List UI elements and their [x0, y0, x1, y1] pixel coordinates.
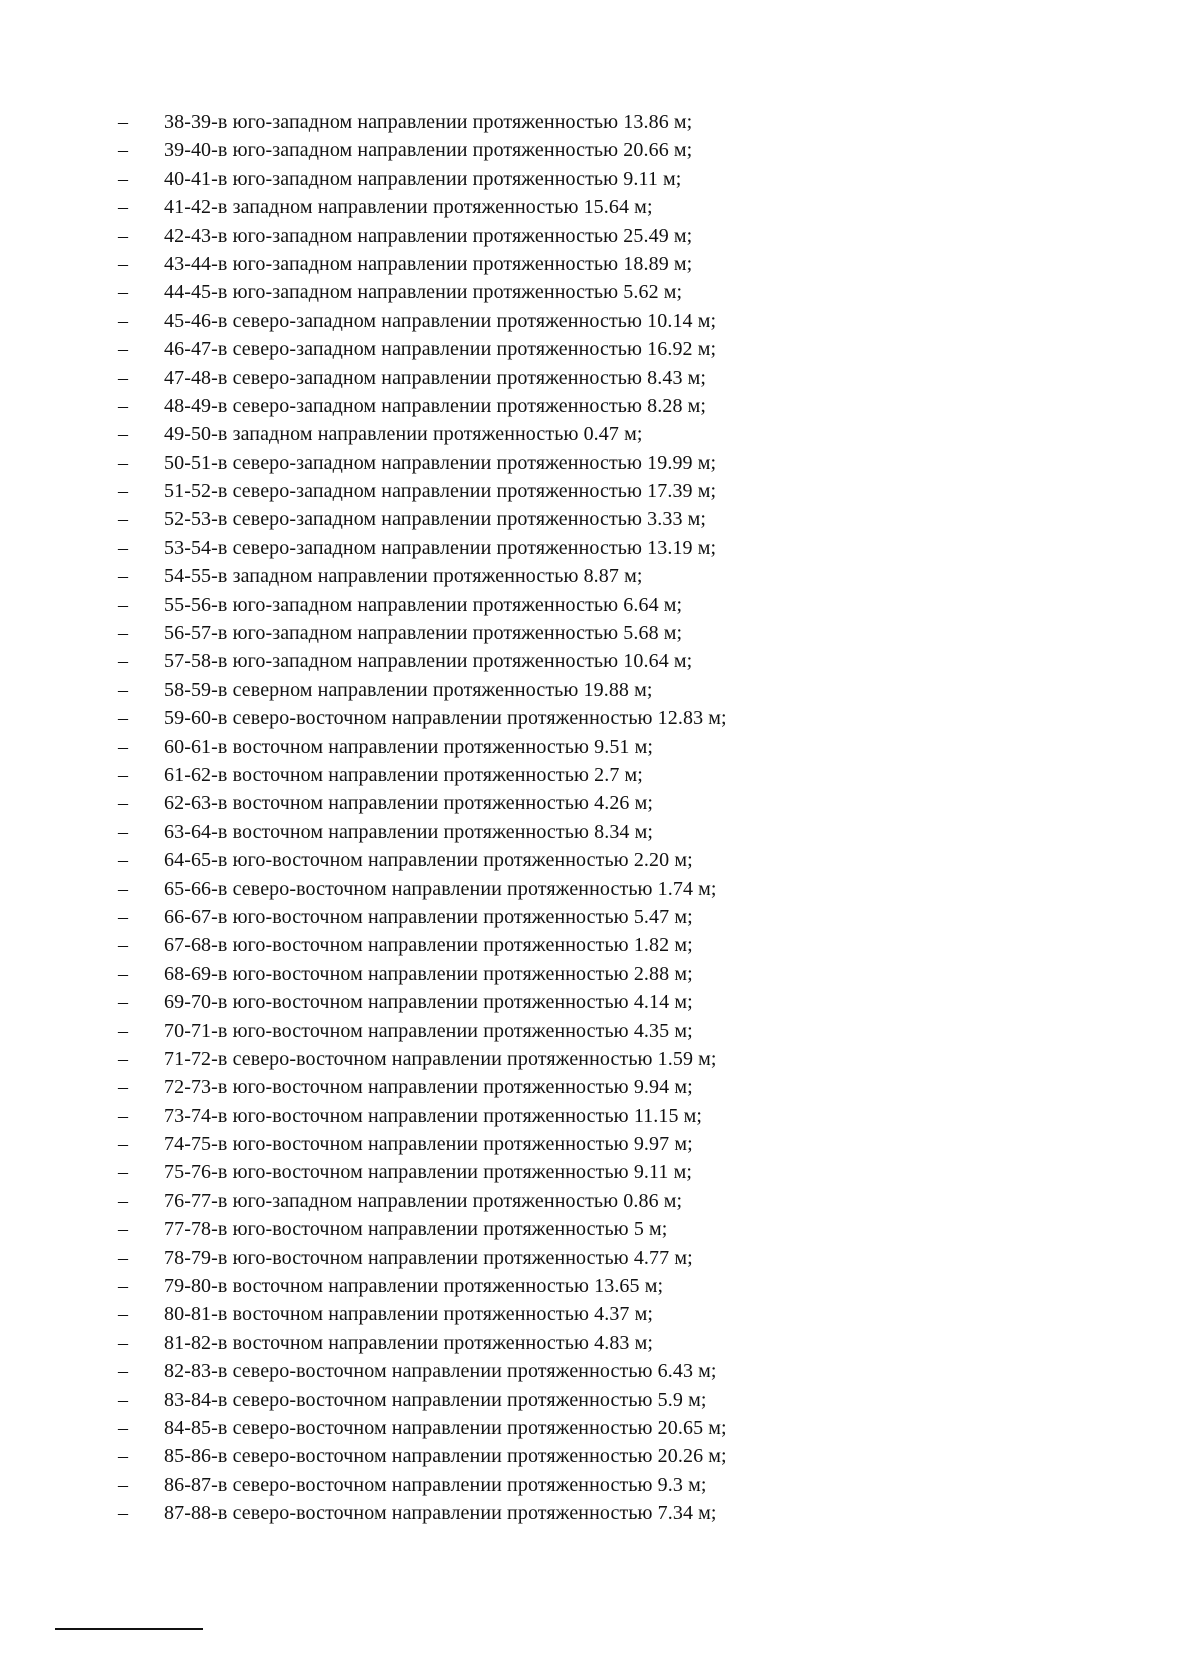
segment-description: 79-80-в восточном направлении протяженностью 13.65 м;: [164, 1275, 664, 1298]
segment-description: 76-77-в юго-западном направлении протяженностью 0.86 м;: [164, 1189, 683, 1212]
list-bullet: –: [118, 1303, 128, 1326]
list-bullet: –: [118, 1502, 128, 1525]
list-bullet: –: [118, 650, 128, 673]
list-item: [118, 789, 727, 817]
segment-description: 78-79-в юго-восточном направлении протяженностью 4.77 м;: [164, 1246, 693, 1269]
list-item: [118, 988, 727, 1016]
segment-description: 46-47-в северо-западном направлении протяженностью 16.92 м;: [164, 338, 717, 361]
list-item: [118, 875, 727, 903]
list-item: [118, 733, 727, 761]
list-bullet: –: [118, 1473, 128, 1496]
segment-description: 50-51-в северо-западном направлении протяженностью 19.99 м;: [164, 451, 717, 474]
segment-description: 72-73-в юго-восточном направлении протяженностью 9.94 м;: [164, 1076, 693, 1099]
list-item: [118, 165, 727, 193]
segment-description: 62-63-в восточном направлении протяженностью 4.26 м;: [164, 792, 654, 815]
segment-description: 53-54-в северо-западном направлении протяженностью 13.19 м;: [164, 536, 717, 559]
list-item: [118, 1130, 727, 1158]
list-bullet: –: [118, 792, 128, 815]
list-bullet: –: [118, 508, 128, 531]
segment-description: 59-60-в северо-восточном направлении протяженностью 12.83 м;: [164, 707, 727, 730]
list-item: [118, 477, 727, 505]
segment-description: 47-48-в северо-западном направлении протяженностью 8.43 м;: [164, 366, 707, 389]
list-bullet: –: [118, 1246, 128, 1269]
segment-description: 58-59-в северном направлении протяженностью 19.88 м;: [164, 678, 653, 701]
segment-description: 85-86-в северо-восточном направлении протяженностью 20.26 м;: [164, 1445, 727, 1468]
segment-description: 39-40-в юго-западном направлении протяженностью 20.66 м;: [164, 139, 693, 162]
list-item: [118, 364, 727, 392]
list-item: [118, 1272, 727, 1300]
segment-description: 49-50-в западном направлении протяженностью 0.47 м;: [164, 423, 643, 446]
list-bullet: –: [118, 678, 128, 701]
list-item: [118, 1102, 727, 1130]
list-item: [118, 960, 727, 988]
list-bullet: –: [118, 877, 128, 900]
segment-description: 84-85-в северо-восточном направлении протяженностью 20.65 м;: [164, 1416, 727, 1439]
segment-description: 54-55-в западном направлении протяженностью 8.87 м;: [164, 565, 643, 588]
list-bullet: –: [118, 139, 128, 162]
segment-description: 71-72-в северо-восточном направлении протяженностью 1.59 м;: [164, 1047, 717, 1070]
segment-description: 51-52-в северо-западном направлении протяженностью 17.39 м;: [164, 480, 717, 503]
segment-description: 44-45-в юго-западном направлении протяженностью 5.62 м;: [164, 281, 683, 304]
segment-description: 86-87-в северо-восточном направлении протяженностью 9.3 м;: [164, 1473, 707, 1496]
list-bullet: –: [118, 707, 128, 730]
segment-description: 77-78-в юго-восточном направлении протяженностью 5 м;: [164, 1218, 668, 1241]
list-item: [118, 591, 727, 619]
segment-description: 48-49-в северо-западном направлении протяженностью 8.28 м;: [164, 394, 707, 417]
segment-description: 69-70-в юго-восточном направлении протяженностью 4.14 м;: [164, 991, 693, 1014]
list-bullet: –: [118, 480, 128, 503]
list-item: [118, 1471, 727, 1499]
list-item: [118, 1386, 727, 1414]
list-item: [118, 903, 727, 931]
list-item: [118, 250, 727, 278]
list-item: [118, 534, 727, 562]
list-item: [118, 505, 727, 533]
segment-description: 75-76-в юго-восточном направлении протяженностью 9.11 м;: [164, 1161, 692, 1184]
list-bullet: –: [118, 1047, 128, 1070]
segment-description: 82-83-в северо-восточном направлении протяженностью 6.43 м;: [164, 1360, 717, 1383]
list-item: [118, 335, 727, 363]
list-bullet: –: [118, 565, 128, 588]
list-bullet: –: [118, 309, 128, 332]
list-item: [118, 1073, 727, 1101]
list-item: [118, 1499, 727, 1527]
list-item: [118, 818, 727, 846]
segment-description: 55-56-в юго-западном направлении протяженностью 6.64 м;: [164, 593, 683, 616]
segment-description: 61-62-в восточном направлении протяженностью 2.7 м;: [164, 763, 643, 786]
list-bullet: –: [118, 167, 128, 190]
segment-description: 73-74-в юго-восточном направлении протяженностью 11.15 м;: [164, 1104, 703, 1127]
list-item: [118, 1300, 727, 1328]
list-bullet: –: [118, 1218, 128, 1241]
segment-description: 83-84-в северо-восточном направлении протяженностью 5.9 м;: [164, 1388, 707, 1411]
list-bullet: –: [118, 1360, 128, 1383]
list-bullet: –: [118, 1189, 128, 1212]
list-bullet: –: [118, 1104, 128, 1127]
segment-description: 68-69-в юго-восточном направлении протяженностью 2.88 м;: [164, 962, 693, 985]
list-bullet: –: [118, 622, 128, 645]
list-bullet: –: [118, 1076, 128, 1099]
list-item: [118, 1414, 727, 1442]
segment-description: 45-46-в северо-западном направлении протяженностью 10.14 м;: [164, 309, 717, 332]
list-item: [118, 647, 727, 675]
segment-description: 52-53-в северо-западном направлении протяженностью 3.33 м;: [164, 508, 707, 531]
list-bullet: –: [118, 849, 128, 872]
list-bullet: –: [118, 1388, 128, 1411]
list-bullet: –: [118, 111, 128, 133]
list-item: [118, 307, 727, 335]
list-item: [118, 278, 727, 306]
list-bullet: –: [118, 1133, 128, 1156]
list-item: [118, 1215, 727, 1243]
list-item: [118, 1017, 727, 1045]
list-item: [118, 761, 727, 789]
list-item: [118, 108, 727, 136]
list-item: [118, 1329, 727, 1357]
list-bullet: –: [118, 536, 128, 559]
list-item: [118, 1244, 727, 1272]
list-item: [118, 1442, 727, 1470]
list-item: [118, 676, 727, 704]
segment-description: 66-67-в юго-восточном направлении протяженностью 5.47 м;: [164, 905, 693, 928]
list-bullet: –: [118, 1019, 128, 1042]
list-item: [118, 619, 727, 647]
list-bullet: –: [118, 281, 128, 304]
list-bullet: –: [118, 338, 128, 361]
list-bullet: –: [118, 962, 128, 985]
list-bullet: –: [118, 1161, 128, 1184]
segment-description: 81-82-в восточном направлении протяженностью 4.83 м;: [164, 1331, 654, 1354]
list-bullet: –: [118, 1331, 128, 1354]
segment-description: 42-43-в юго-западном направлении протяженностью 25.49 м;: [164, 224, 693, 247]
segment-description: 41-42-в западном направлении протяженностью 15.64 м;: [164, 196, 653, 219]
list-bullet: –: [118, 394, 128, 417]
list-bullet: –: [118, 196, 128, 219]
list-bullet: –: [118, 1416, 128, 1439]
segment-description: 60-61-в восточном направлении протяженностью 9.51 м;: [164, 735, 654, 758]
segment-description: 40-41-в юго-западном направлении протяженностью 9.11 м;: [164, 167, 682, 190]
list-bullet: –: [118, 991, 128, 1014]
segment-description: 57-58-в юго-западном направлении протяженностью 10.64 м;: [164, 650, 693, 673]
segment-description: 56-57-в юго-западном направлении протяженностью 5.68 м;: [164, 622, 683, 645]
list-item: [118, 1158, 727, 1186]
list-bullet: –: [118, 763, 128, 786]
list-bullet: –: [118, 1275, 128, 1298]
list-item: [118, 931, 727, 959]
list-item: [118, 222, 727, 250]
list-item: [118, 1045, 727, 1073]
segment-description: 74-75-в юго-восточном направлении протяженностью 9.97 м;: [164, 1133, 693, 1156]
segment-description: 87-88-в северо-восточном направлении протяженностью 7.34 м;: [164, 1502, 717, 1525]
footer-rule: [55, 1628, 203, 1630]
list-bullet: –: [118, 934, 128, 957]
list-item: [118, 449, 727, 477]
list-bullet: –: [118, 366, 128, 389]
segment-description: 67-68-в юго-восточном направлении протяженностью 1.82 м;: [164, 934, 693, 957]
segment-description: 80-81-в восточном направлении протяженностью 4.37 м;: [164, 1303, 654, 1326]
segment-description: 70-71-в юго-восточном направлении протяженностью 4.35 м;: [164, 1019, 693, 1042]
list-bullet: –: [118, 423, 128, 446]
list-item: [118, 704, 727, 732]
segment-description: 64-65-в юго-восточном направлении протяженностью 2.20 м;: [164, 849, 693, 872]
list-item: [118, 136, 727, 164]
list-item: [118, 846, 727, 874]
segment-description: 43-44-в юго-западном направлении протяженностью 18.89 м;: [164, 252, 693, 275]
list-bullet: –: [118, 224, 128, 247]
list-bullet: –: [118, 820, 128, 843]
list-bullet: –: [118, 451, 128, 474]
list-bullet: –: [118, 735, 128, 758]
segment-description: 38-39-в юго-западном направлении протяженностью 13.86 м;: [164, 111, 693, 133]
list-bullet: –: [118, 593, 128, 616]
list-item: [118, 193, 727, 221]
segment-description: 65-66-в северо-восточном направлении протяженностью 1.74 м;: [164, 877, 717, 900]
boundary-segment-list: [118, 108, 727, 1528]
list-item: [118, 392, 727, 420]
list-bullet: –: [118, 905, 128, 928]
segment-description: 63-64-в восточном направлении протяженностью 8.34 м;: [164, 820, 654, 843]
list-item: [118, 420, 727, 448]
list-item: [118, 1187, 727, 1215]
list-item: [118, 1357, 727, 1385]
list-item: [118, 562, 727, 590]
list-bullet: –: [118, 252, 128, 275]
list-bullet: –: [118, 1445, 128, 1468]
